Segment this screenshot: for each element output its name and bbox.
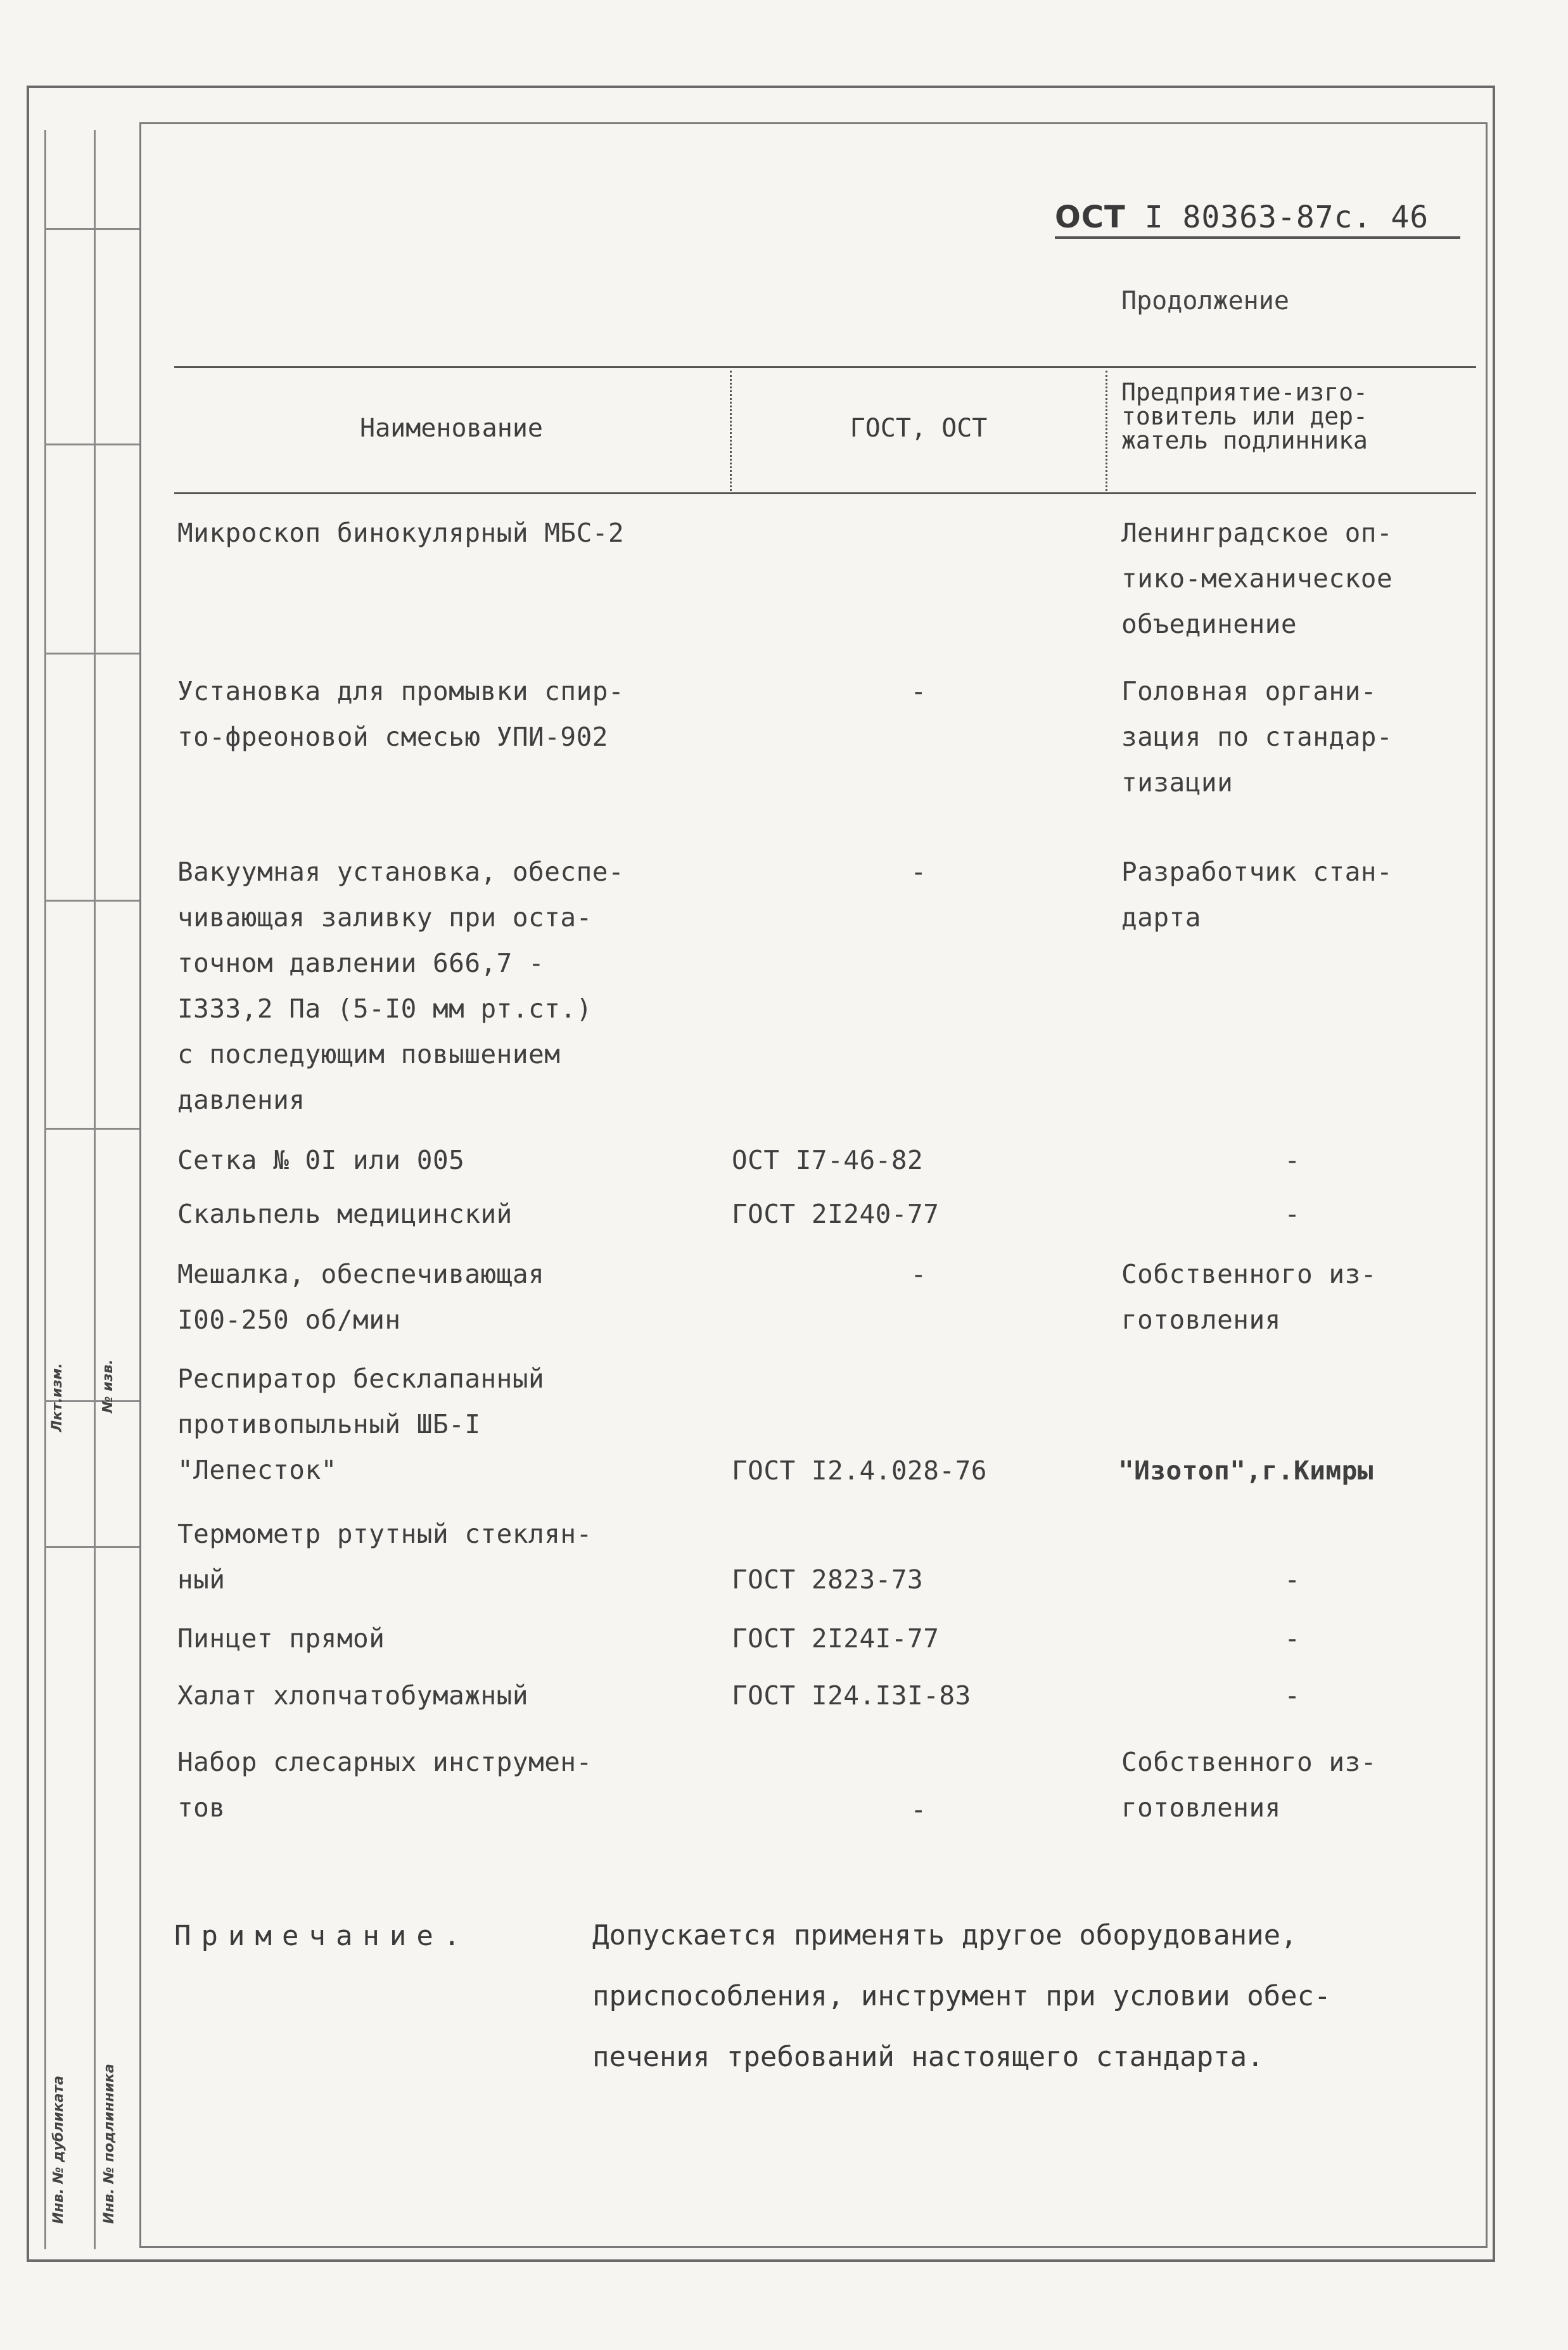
header-col-divider [1106,371,1107,491]
stamp-row-line [44,228,139,230]
stamp-row-line [44,900,139,902]
row-name: Термометр ртутный стеклян- ный [177,1519,592,1595]
header-maker [1121,380,1482,452]
document-code-underline [1055,236,1460,239]
note-line-2: приспособления, инструмент при условии обес- [592,1980,1331,2012]
stamp-row-line [44,444,139,445]
stamp-row-line [44,1128,139,1130]
stamp-lkt-izm: Лкт.изм. [49,1363,65,1432]
row-name: Установка для промывки спир- то-фреоновой смесью УПИ-902 [177,676,625,752]
row-name: Мешалка, обеспечивающая I00-250 об/мин [177,1259,545,1335]
note-line-1: Допускается применять другое оборудование, [592,1919,1297,1951]
row-standard: ГОСТ 2I240-77 [732,1199,940,1229]
stamp-row-line [44,653,139,655]
stamp-row-line [44,1546,139,1548]
row-maker: - [1284,1623,1301,1654]
header-maker-line: Предприятие-изго- [1121,378,1368,406]
stamp-strip [44,130,139,2249]
row-name: Респиратор бесклапанный противопыльный ШБ-I "Лепесток" [177,1363,545,1485]
row-maker: Собственного из- готовления [1121,1747,1377,1823]
row-maker: - [1284,1145,1301,1175]
row-standard: ГОСТ 2I24I-77 [732,1623,940,1654]
row-name: Микроскоп бинокулярный МБС-2 [177,518,625,548]
row-maker: Ленинградское оп- тико-механическое объединение [1121,518,1393,639]
row-name: Пинцет прямой [177,1623,385,1654]
row-standard: - [910,1259,927,1289]
document-code [1055,200,1429,235]
row-maker: - [1284,1680,1301,1711]
table-header-rule [174,492,1476,494]
row-standard: ГОСТ I2.4.028-76 [732,1455,987,1486]
header-maker-line: товитель или дер- [1121,402,1368,430]
stamp-inv-dubl: Инв. № дубликата [51,2075,67,2224]
note-line-3: печения требований настоящего стандарта. [592,2041,1264,2073]
row-name: Халат хлопчатобумажный [177,1680,529,1711]
document-code-prefix: ОСТ [1055,200,1126,235]
row-standard: - [910,857,927,887]
document-code-number: I 80363-87с. 46 [1144,200,1429,235]
row-standard: ГОСТ I24.I3I-83 [732,1680,971,1711]
row-standard: - [910,1794,927,1825]
row-name: Сетка № 0I или 005 [177,1145,465,1175]
row-name: Скальпель медицинский [177,1199,513,1229]
stamp-no-izv: № изв. [100,1359,116,1413]
row-maker: - [1284,1564,1301,1595]
row-name: Набор слесарных инструмен- тов [177,1747,592,1823]
row-maker: "Изотоп",г.Кимры [1118,1455,1374,1486]
table-top-rule [174,366,1476,368]
header-standard: ГОСТ, ОСТ [850,414,988,443]
row-name: Вакуумная установка, обеспе- чивающая заливку при оста- точном давлении 666,7 - I333,2 Па (5-I0 мм рт.ст.) с последующим повышением давления [177,857,625,1115]
row-maker: - [1284,1199,1301,1229]
row-standard: ГОСТ 2823-73 [732,1564,924,1595]
note-label: Примечание. [174,1920,471,1952]
stamp-divider [94,130,96,2249]
row-maker: Разработчик стан- дарта [1121,857,1393,933]
row-maker: Головная органи- зация по стандар- тизации [1121,676,1393,798]
stamp-inv-podl: Инв. № подлинника [101,2064,117,2224]
row-maker: Собственного из- готовления [1121,1259,1377,1335]
header-name: Наименование [360,414,543,443]
row-standard: - [910,676,927,706]
header-maker-line: жатель подлинника [1121,426,1368,454]
row-standard: ОСТ I7-46-82 [732,1145,924,1175]
continuation-label: Продолжение [1121,286,1289,316]
